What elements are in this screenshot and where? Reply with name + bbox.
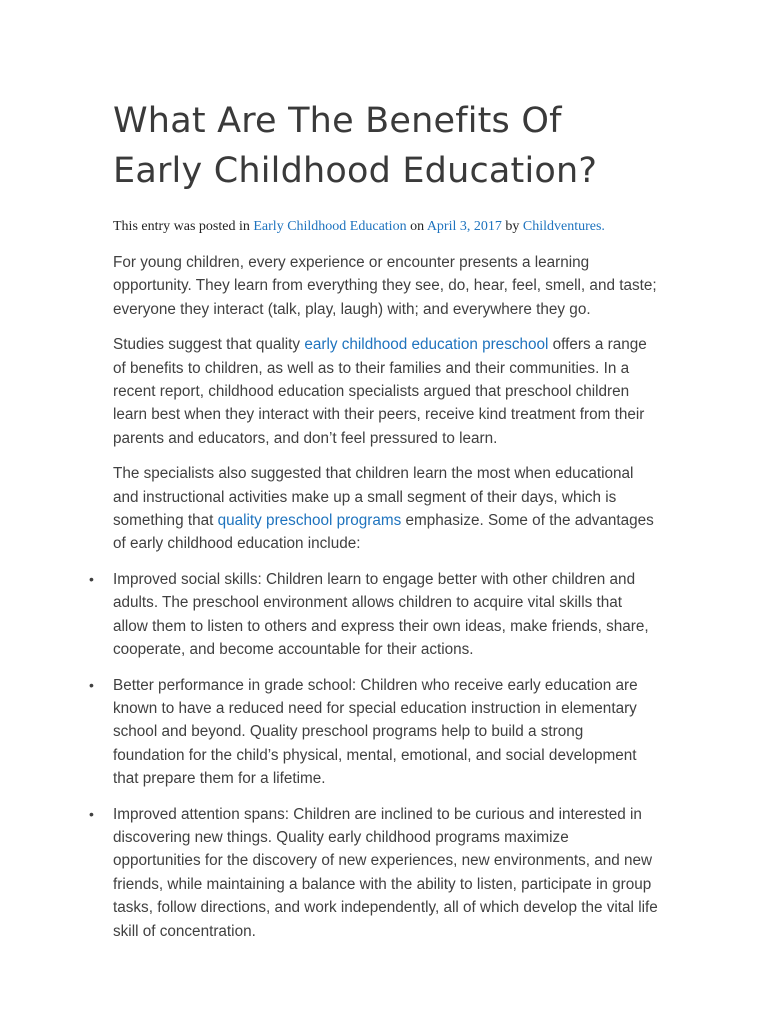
post-meta bbox=[113, 218, 658, 236]
specialists-text-before: The specialists also suggested that children learn the most when educational and instructional activities make up a small segment of their days, which is something that bbox=[113, 465, 634, 530]
bullet-icon: • bbox=[89, 570, 94, 587]
studies-text-after: offers a range of benefits to children, as well as to their families and their communities. In a recent report, childhood education specialists argued that preschool children learn best when they interact with their peers, receive kind treatment from their parents and educators, and don’t feel pressured to learn. bbox=[113, 336, 647, 447]
meta-on: on bbox=[406, 219, 427, 234]
category-link[interactable]: Early Childhood Education bbox=[253, 219, 407, 234]
author-link[interactable]: Childventures. bbox=[522, 219, 605, 234]
date-link[interactable]: April 3, 2017 bbox=[426, 219, 502, 234]
bullet-icon: • bbox=[89, 676, 94, 693]
list-item bbox=[89, 674, 658, 791]
intro-paragraph: For young children, every experience or encounter presents a learning opportunity. They learn from everything they see, do, hear, feel, smell, and taste; everyone they interact (talk, play, laugh) with; and everywhere they go. bbox=[113, 254, 657, 318]
studies-text-before: Studies suggest that quality bbox=[113, 336, 305, 354]
studies-paragraph bbox=[113, 333, 658, 450]
list-item-text: Improved attention spans: Children are inclined to be curious and interested in discovering new things. Quality early childhood programs maximize opportunities for the discovery of new experiences, new environments, and new friends, while maintaining a balance with the ability to listen, participate in group tasks, follow directions, and work independently, all of which develop the vital life skill of concentration. bbox=[113, 805, 658, 940]
preschool-link[interactable]: early childhood education preschool bbox=[304, 336, 549, 354]
programs-link[interactable]: quality preschool programs bbox=[217, 512, 402, 530]
list-item bbox=[89, 803, 658, 943]
bullet-icon: • bbox=[89, 805, 94, 822]
specialists-text-after: emphasize. Some of the advantages of early childhood education include: bbox=[113, 512, 654, 553]
list-item bbox=[89, 568, 658, 662]
article-title: What Are The Benefits Of Early Childhood Education? bbox=[113, 101, 598, 191]
meta-by: by bbox=[501, 219, 523, 234]
list-item-text: Better performance in grade school: Children who receive early education are known to have a reduced need for special education instruction in elementary school and beyond. Quality preschool programs help to build a strong foundation for the child’s physical, mental, emotional, and social development that prepare them for a lifetime. bbox=[113, 676, 638, 788]
article bbox=[89, 96, 658, 955]
list-item-text: Improved social skills: Children learn to engage better with other children and adults. The preschool environment allows children to acquire vital skills that allow them to listen to others and express their own ideas, make friends, share, cooperate, and become accountable for their actions. bbox=[113, 570, 649, 659]
advantages-list bbox=[89, 568, 658, 943]
meta-prefix: This entry was posted in bbox=[113, 219, 254, 234]
specialists-paragraph bbox=[113, 462, 658, 556]
